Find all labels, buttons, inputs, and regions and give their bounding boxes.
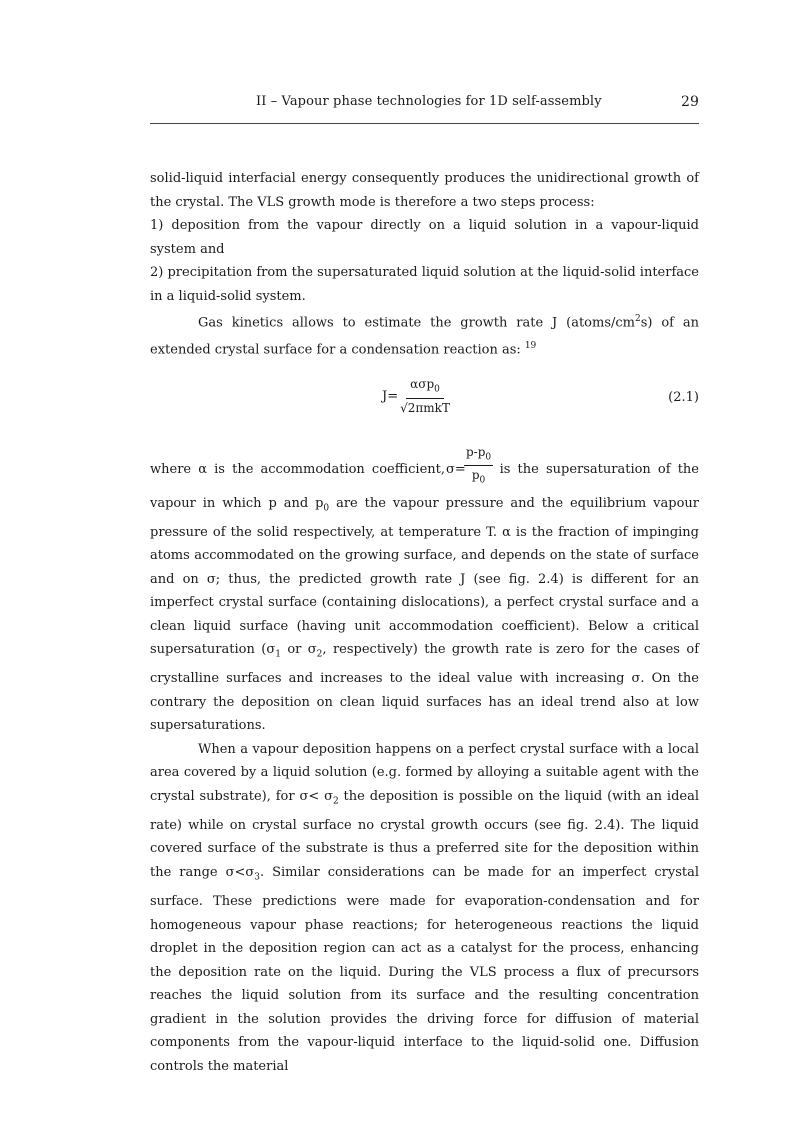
fraction-denominator: [472, 466, 485, 489]
text-span: , respectively) the growth rate is zero for the cases of crystalline surfaces and increases to the ideal value with increasing σ. On the contrary the deposition on clean liquid surfaces has an ideal trend also at low supersaturations.: [150, 642, 700, 734]
equation-number: (2.1): [668, 389, 699, 405]
equation-numerator: [406, 376, 444, 399]
paragraph: [150, 308, 699, 362]
page-header: [150, 92, 699, 114]
subscript: 2: [332, 796, 339, 807]
denominator-text: p: [471, 468, 480, 483]
sigma-equals: σ=: [446, 461, 466, 477]
paragraph: [150, 738, 699, 1078]
equation-block: [150, 370, 699, 440]
superscript: 2: [634, 314, 641, 324]
text-span: or σ: [280, 642, 317, 658]
supersaturation-fraction: [464, 444, 493, 490]
subscript: 0: [479, 475, 486, 486]
text-span: vapour in which p and p: [150, 495, 324, 511]
list-item: 2) precipitation from the supersaturated liquid solution at the liquid-solid interface in a liquid-solid system.: [150, 265, 699, 304]
subscript: 1: [275, 649, 281, 660]
subscript: 0: [485, 452, 492, 463]
page-number: 29: [680, 94, 699, 110]
paragraph: [150, 492, 699, 738]
fraction-numerator: [464, 444, 493, 466]
subscript: 2: [316, 649, 323, 660]
equation-fraction: [400, 376, 450, 417]
text-span: s) of an extended crystal surface for a condensation reaction as:: [150, 315, 699, 358]
text-span: . Similar considerations can be made for an imperfect crystal surface. These predictions were made for evaporation-condensation and for homogeneous vapour phase reactions; for heterogeneous reactions the liquid droplet in the deposition region can act as a catalyst for the process, enhancing the deposition rate on the liquid. During the VLS process a flux of precursors reaches the liquid solution from its surface and the resulting concentration gradient in the solution provides the driving force for diffusion of material components from the vapour-liquid interface to the liquid-solid one. Diffusion controls the material: [150, 864, 699, 1074]
numerator-text: ασp: [410, 376, 435, 391]
numerator-text: p-p: [466, 444, 486, 459]
text-span: where α is the accommodation coefficient,: [150, 461, 445, 477]
text-span: Gas kinetics allows to estimate the growth rate J (atoms/cm: [198, 315, 635, 331]
subscript: 3: [254, 872, 260, 883]
text-span: the deposition is possible on the liquid (with an ideal rate) while on crystal surface no crystal growth occurs (see fig. 2.4). The liquid covered surface of the substrate is thus a preferred site for the deposition within the range σ<σ: [150, 788, 699, 880]
body-text: [150, 167, 699, 1078]
sigma-definition-line: [150, 444, 699, 492]
equation-denominator: [400, 399, 450, 417]
citation: 19: [524, 340, 537, 351]
text-span: When a vapour deposition happens on a perfect crystal surface with a local area covered by a liquid solution (e.g. formed by alloying a suitable agent with the crystal substrate), for σ< σ: [150, 741, 699, 804]
header-divider: [150, 123, 699, 124]
sqrt-symbol: √: [400, 401, 408, 416]
paragraph: solid-liquid interfacial energy consequently produces the unidirectional growth of the crystal. The VLS growth mode is therefore a two steps process:: [150, 171, 699, 210]
equation: [382, 376, 450, 417]
radicand: 2πmkT: [407, 401, 450, 416]
text-span: is the supersaturation of the: [499, 461, 699, 477]
equation-lhs: J=: [382, 388, 399, 404]
subscript: 0: [323, 503, 330, 514]
running-title: II – Vapour phase technologies for 1D self-assembly: [256, 94, 602, 109]
subscript: 0: [434, 384, 440, 395]
text-span: are the vapour pressure and the equilibrium vapour pressure of the solid respectively, at temperature T. α is the fraction of impinging atoms accommodated on the growing surface, and depends on the state of surface and on σ; thus, the predicted growth rate J (see fig. 2.4) is different for an imperfect crystal surface (containing dislocations), a perfect crystal surface and a clean liquid surface (having unit accommodation coefficient). Below a critical supersaturation (σ: [150, 495, 700, 658]
list-item: 1) deposition from the vapour directly on a liquid solution in a vapour-liquid system and: [150, 218, 699, 257]
